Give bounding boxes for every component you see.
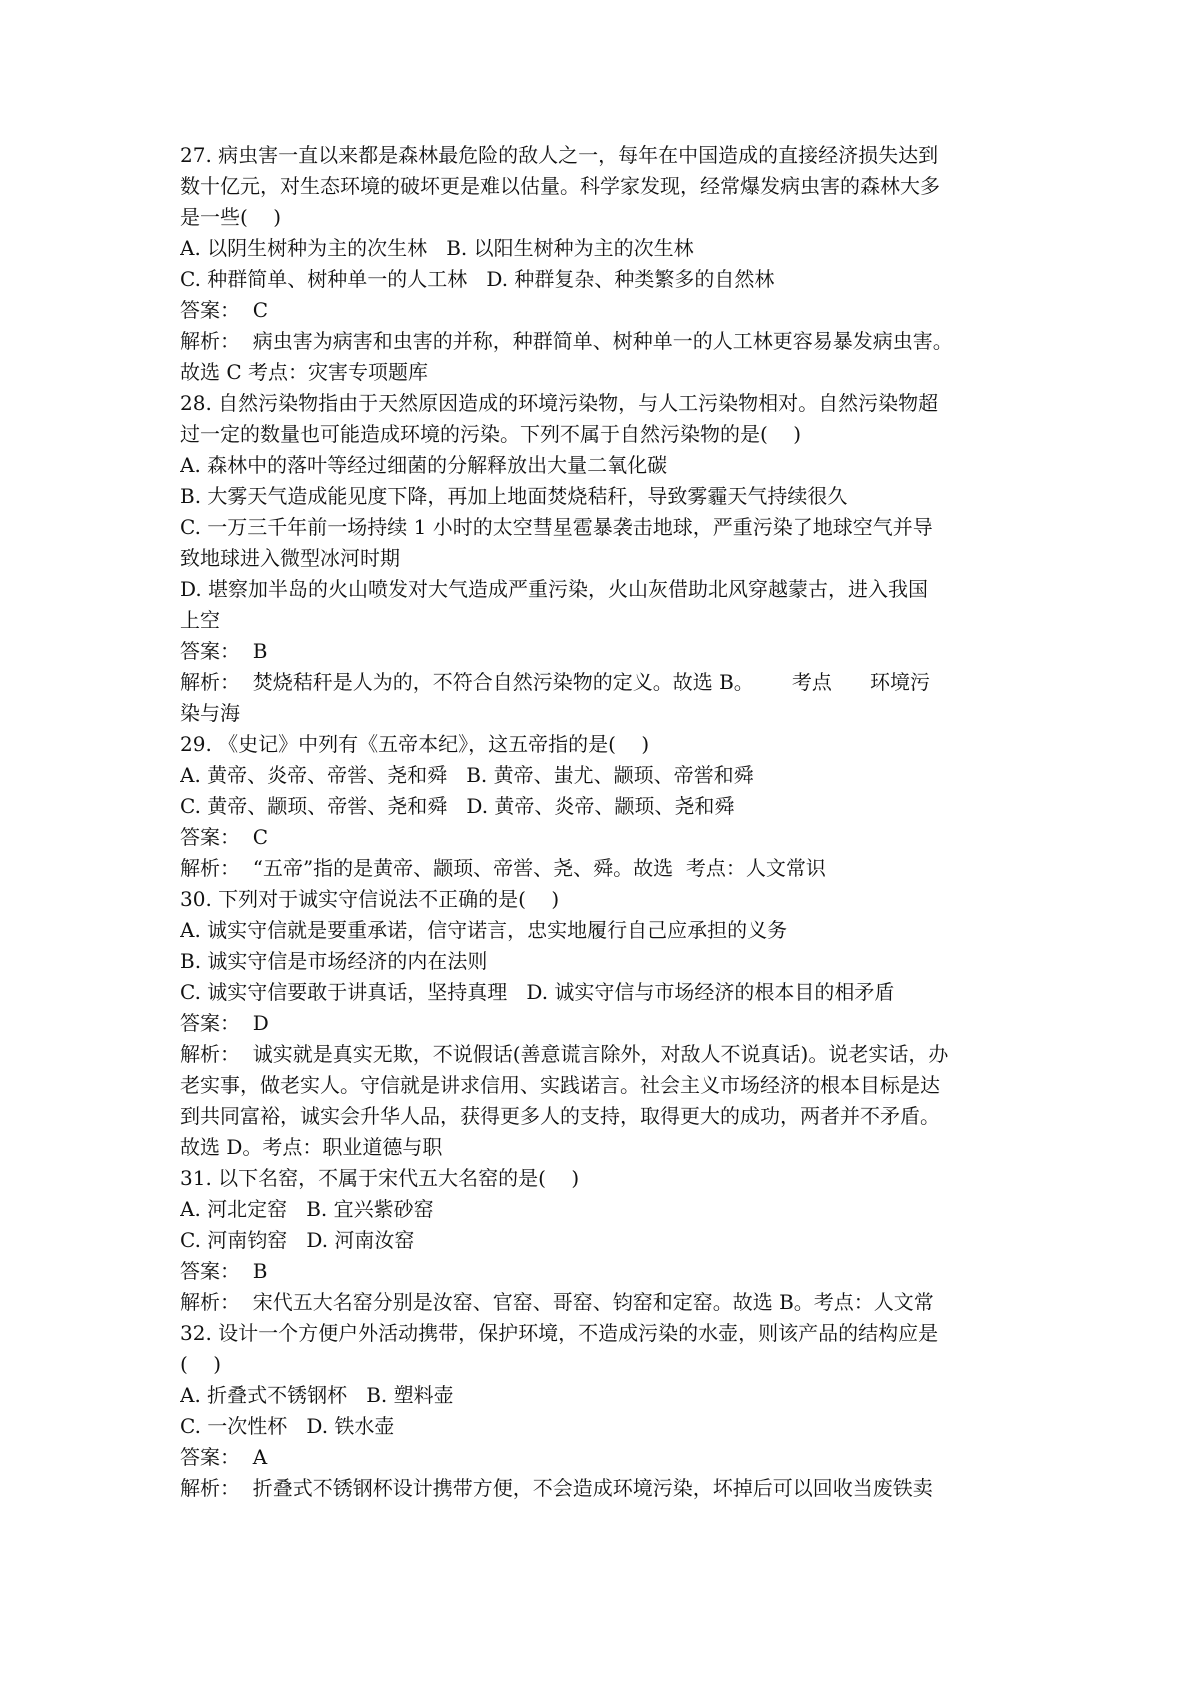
text-line: 29. 《史记》中列有《五帝本纪》，这五帝指的是( ) — [180, 732, 650, 756]
text-line: 30. 下列对于诚实守信说法不正确的是( ) — [180, 887, 560, 911]
text-line: 过一定的数量也可能造成环境的污染。下列不属于自然污染物的是( ) — [180, 422, 802, 446]
text-line: 答案： A — [180, 1445, 268, 1469]
text-line: A. 折叠式不锈钢杯 B. 塑料壶 — [180, 1383, 454, 1407]
text-line: 答案： D — [180, 1011, 269, 1035]
text-line: 故选 C 考点：灾害专项题库 — [180, 360, 429, 384]
text-line: 解析： 折叠式不锈钢杯设计携带方便，不会造成环境污染，坏掉后可以回收当废铁卖 — [180, 1476, 933, 1500]
text-line: 染与海 — [180, 701, 240, 725]
text-line: 答案： C — [180, 825, 269, 849]
text-line: 答案： B — [180, 639, 268, 663]
text-line: 解析： 焚烧秸秆是人为的，不符合自然污染物的定义。故选 B。 考点 环境污 — [180, 670, 931, 694]
text-line: 答案： C — [180, 298, 269, 322]
text-line: D. 堪察加半岛的火山喷发对大气造成严重污染，火山灰借助北风穿越蒙古，进入我国 — [180, 577, 929, 601]
text-line: 答案： B — [180, 1259, 268, 1283]
text-line: C. 河南钧窑 D. 河南汝窑 — [180, 1228, 415, 1252]
text-line: A. 森林中的落叶等经过细菌的分解释放出大量二氧化碳 — [180, 453, 668, 477]
text-line: B. 诚实守信是市场经济的内在法则 — [180, 949, 488, 973]
text-line: 解析： 病虫害为病害和虫害的并称，种群简单、树种单一的人工林更容易暴发病虫害。 — [180, 329, 953, 353]
text-line: 解析： 宋代五大名窑分别是汝窑、官窑、哥窑、钧窑和定窑。故选 B。考点：人文常 — [180, 1290, 934, 1314]
text-line: A. 河北定窑 B. 宜兴紫砂窑 — [180, 1197, 434, 1221]
text-line: 致地球进入微型冰河时期 — [180, 546, 400, 570]
document-page — [180, 140, 1030, 1504]
text-line: ( ) — [180, 1352, 222, 1376]
text-line: 32. 设计一个方便户外活动携带，保护环境，不造成污染的水壶，则该产品的结构应是 — [180, 1321, 939, 1345]
text-line: C. 种群简单、树种单一的人工林 D. 种群复杂、种类繁多的自然林 — [180, 267, 775, 291]
text-line: A. 诚实守信就是要重承诺，信守诺言，忠实地履行自己应承担的义务 — [180, 918, 788, 942]
text-line: 上空 — [180, 608, 220, 632]
text-line: 数十亿元，对生态环境的破坏更是难以估量。科学家发现，经常爆发病虫害的森林大多 — [180, 174, 940, 198]
text-line: C. 黄帝、颛顼、帝喾、尧和舜 D. 黄帝、炎帝、颛顼、尧和舜 — [180, 794, 735, 818]
text-line: 老实事，做老实人。守信就是讲求信用、实践诺言。社会主义市场经济的根本目标是达 — [180, 1073, 940, 1097]
text-line: C. 诚实守信要敢于讲真话，坚持真理 D. 诚实守信与市场经济的根本目的相矛盾 — [180, 980, 895, 1004]
text-line: 31. 以下名窑，不属于宋代五大名窑的是( ) — [180, 1166, 580, 1190]
text-line: C. 一万三千年前一场持续 1 小时的太空彗星雹暴袭击地球，严重污染了地球空气并导 — [180, 515, 933, 539]
text-line: 到共同富裕，诚实会升华人品，获得更多人的支持，取得更大的成功，两者并不矛盾。 — [180, 1104, 940, 1128]
text-line: B. 大雾天气造成能见度下降，再加上地面焚烧秸秆，导致雾霾天气持续很久 — [180, 484, 848, 508]
text-line: 解析： “五帝”指的是黄帝、颛顼、帝喾、尧、舜。故选 考点：人文常识 — [180, 856, 826, 880]
text-line: 27. 病虫害一直以来都是森林最危险的敌人之一，每年在中国造成的直接经济损失达到 — [180, 143, 939, 167]
text-line: C. 一次性杯 D. 铁水壶 — [180, 1414, 395, 1438]
text-line: 解析： 诚实就是真实无欺，不说假话(善意谎言除外，对敌人不说真话)。说老实话，办 — [180, 1042, 949, 1066]
text-line: A. 以阴生树种为主的次生林 B. 以阳生树种为主的次生林 — [180, 236, 694, 260]
text-line: 故选 D。考点：职业道德与职 — [180, 1135, 443, 1159]
text-line: A. 黄帝、炎帝、帝喾、尧和舜 B. 黄帝、蚩尤、颛顼、帝喾和舜 — [180, 763, 754, 787]
text-line: 是一些( ) — [180, 205, 282, 229]
text-line: 28. 自然污染物指由于天然原因造成的环境污染物，与人工污染物相对。自然污染物超 — [180, 391, 939, 415]
